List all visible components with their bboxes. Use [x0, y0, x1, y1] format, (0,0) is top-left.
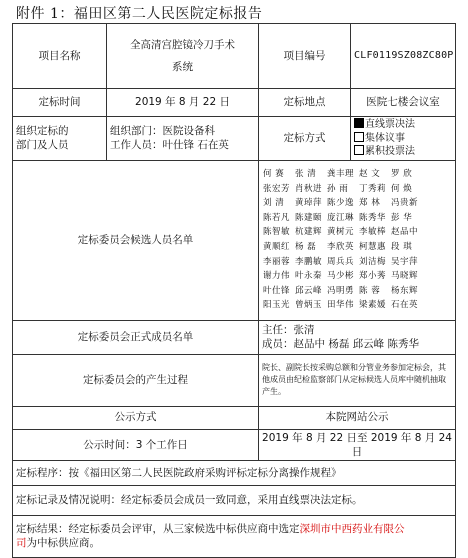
candidate-name: 庞江琳: [327, 212, 355, 223]
committee-members: 成员：赵品中 杨磊 邱云峰 陈秀华: [262, 338, 420, 350]
checkbox-icon-checked: [354, 118, 364, 128]
candidate-name: [423, 182, 455, 197]
candidate-name: [423, 196, 455, 211]
project-name-value: 全高清宫腔镜冷刀手术 系统: [107, 24, 259, 89]
organizer-label: 组织定标的 部门及人员: [13, 117, 107, 161]
publicity-time-value: 2019 年 8 月 22 日至 2019 年 8 月 24 日: [259, 429, 456, 460]
award-time-label: 定标时间: [13, 89, 107, 117]
formal-members: [259, 320, 456, 354]
award-place-label: 定标地点: [259, 89, 351, 117]
project-number-label: 项目编号: [259, 24, 351, 89]
candidate-name: [423, 225, 455, 240]
candidate-name: 邱云峰: [295, 285, 323, 296]
candidate-name: [423, 255, 455, 270]
candidate-name: 李敏棒: [359, 227, 387, 238]
candidate-name: 杨 磊: [295, 242, 317, 252]
publicity-method-label: 公示方式: [13, 406, 259, 429]
award-record-note: 定标记录及情况说明：经定标委员会成员一致同意，采用直线票决法定标。: [13, 485, 456, 515]
candidate-name: 刘 清: [263, 198, 285, 209]
candidate-name: 郑 林: [359, 198, 381, 209]
candidate-name: 杭建辉: [295, 227, 323, 238]
candidate-names-grid: [259, 165, 455, 315]
candidate-name: 李丽蓉: [263, 256, 291, 267]
award-procedure: 定标程序：按《福田区第二人民医院政府采购评标定标分离操作规程》: [13, 460, 456, 485]
candidate-name: 黄树元: [327, 227, 355, 238]
award-place-value: 医院七楼会议室: [351, 89, 456, 117]
candidate-name: 郑小莠: [359, 271, 387, 282]
candidate-name: 孙 雨: [327, 183, 349, 194]
formation-process-label: 定标委员会的产生过程: [13, 354, 259, 406]
checkbox-icon: [354, 145, 364, 155]
checkbox-icon: [354, 132, 364, 142]
committee-leader: 主任：张清: [262, 323, 315, 336]
option-cumulative: 累积投票法: [365, 146, 415, 157]
candidate-name: 陈智敏: [263, 227, 291, 238]
candidate-name: 曾炳玉: [295, 300, 323, 311]
candidate-name: 柯慧惠: [359, 242, 387, 252]
candidate-name: 陈若凡: [263, 212, 291, 223]
candidate-name: 叶永秦: [295, 271, 323, 282]
candidate-name: 赵 文: [359, 169, 381, 180]
candidate-name: 黄琸萍: [295, 198, 323, 209]
document-title: 附件 1：福田区第二人民医院定标报告: [16, 6, 263, 22]
project-name-label: 项目名称: [13, 24, 107, 89]
candidate-name: 丁秀莉: [359, 183, 387, 194]
candidate-name: 肖秋进: [295, 183, 323, 194]
candidate-name: 马晓辉: [391, 271, 419, 282]
candidate-list: [259, 160, 456, 320]
candidate-name: 刘洁梅: [359, 256, 387, 267]
candidate-name: 赵品中: [391, 227, 419, 238]
option-collective: 集体议事: [365, 132, 405, 144]
candidate-name: 龚丰理: [327, 169, 355, 180]
project-number-value: CLF0119SZ08ZC80P: [351, 24, 456, 89]
candidate-name: 段 琪: [391, 242, 413, 252]
candidate-name: 李欣英: [327, 242, 355, 252]
candidate-name: 马少彬: [327, 271, 355, 282]
winning-supplier: 深圳市中西药业有限公: [299, 523, 405, 536]
candidate-name: 张宏芳: [263, 183, 291, 194]
candidate-name: [423, 298, 455, 313]
candidate-name: 李鹏敏: [295, 256, 323, 267]
formal-members-label: 定标委员会正式成员名单: [13, 320, 259, 354]
candidate-name: 陈建颐: [295, 212, 323, 223]
candidate-list-label: 定标委员会候选人员名单: [13, 160, 259, 320]
organizer-value: 组织部门：医院设备科 工作人员：叶仕锋 石在英: [107, 117, 259, 161]
candidate-name: [423, 211, 455, 226]
candidate-name: 陈秀华: [359, 212, 387, 223]
candidate-name: [423, 240, 455, 255]
candidate-name: 田华伟: [327, 300, 355, 311]
candidate-name: 陈 蓉: [359, 285, 381, 296]
candidate-name: [423, 269, 455, 284]
award-method-options: [351, 117, 456, 161]
formation-process-text: 院长、副院长按采购总额和分管业务参加定标会，其他成员由纪检监察部门从定标候选人员库中随机抽取产生。: [259, 354, 456, 406]
candidate-name: 梁素媛: [359, 300, 387, 311]
award-result: 定标结果：经定标委员会评审，从三家候选中标供应商中选定深圳市中西药业有限公 司为中标供应商。: [13, 515, 456, 557]
winning-supplier-end: 司: [16, 537, 27, 550]
candidate-name: 冯贵新: [391, 198, 419, 209]
candidate-name: [423, 167, 455, 182]
candidate-name: 杨东辉: [391, 285, 419, 296]
candidate-name: 周兵兵: [327, 256, 355, 267]
candidate-name: 张 清: [295, 169, 317, 180]
publicity-time-label: 公示时间：3 个工作日: [13, 429, 259, 460]
candidate-name: 石在英: [391, 300, 419, 311]
award-method-label: 定标方式: [259, 117, 351, 161]
award-report-table: [12, 23, 456, 558]
candidate-name: 吴宇萍: [391, 256, 419, 267]
candidate-name: 陈少逸: [327, 198, 355, 209]
candidate-name: 叶仕锋: [263, 285, 291, 296]
candidate-name: [423, 284, 455, 299]
candidate-name: 彭 华: [391, 212, 413, 223]
candidate-name: 何 焕: [391, 183, 413, 194]
award-time-value: 2019 年 8 月 22 日: [107, 89, 259, 117]
publicity-method-value: 本院网站公示: [259, 406, 456, 429]
option-straight-vote: 直线票决法: [365, 119, 415, 130]
candidate-name: 阳玉光: [263, 300, 291, 311]
candidate-name: 何 赛: [263, 169, 285, 180]
candidate-name: 冯明勇: [327, 285, 355, 296]
candidate-name: 罗 欣: [391, 169, 413, 180]
candidate-name: 谢力伟: [263, 271, 291, 282]
candidate-name: 黄顺红: [263, 242, 291, 252]
